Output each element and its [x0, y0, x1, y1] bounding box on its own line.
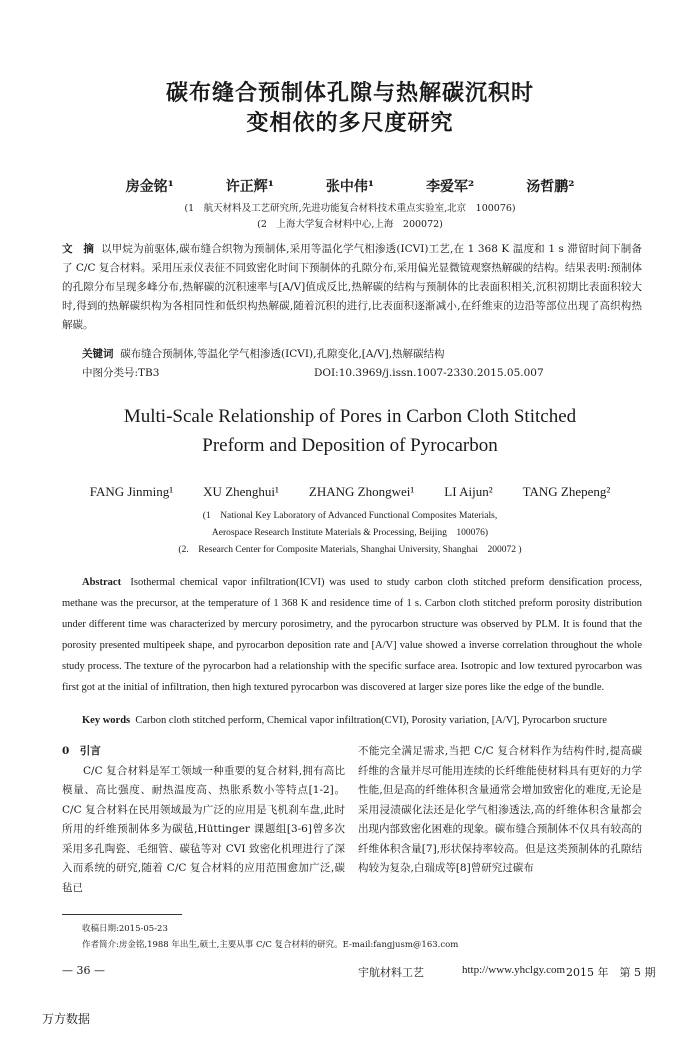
abstract-en — [62, 572, 642, 698]
title-en-line-2: Preform and Deposition of Pyrocarbon — [202, 435, 498, 456]
watermark: 万方数据 — [42, 1012, 91, 1026]
journal-url: http://www.yhclgy.com — [462, 964, 566, 976]
abstract-cn — [62, 240, 642, 335]
author-en: LI Aijun² — [444, 484, 493, 499]
abstract-en-text: Isothermal chemical vapor infiltration(ICVI) was used to study carbon cloth stitched preform densification process, methane was the precursor, at the temperature of 1 368 K and residence time of 1 s. Carbon cloth stitched preform porosity distribution under different time was characterized by mercury porosimetry, and the pyrocarbon structure was observed by PLM. It is found that the porosity presented multipeek shape, and pyrocarbon deposition rate and [A/V] value showed a inverse correlation throughout the whole study process. The texture of the pyrocarbon had a relationship with the specific surface area. Isotropic and low textured pyrocarbon was first got at the initial of infiltration, then high textured pyrocarbon was discovered at larger size pores like the edge of the bundle. — [62, 577, 642, 693]
keywords-en-label: Key words — [82, 715, 131, 726]
footnote-received: 收稿日期:2015-05-23 — [82, 924, 168, 934]
keywords-cn-label: 关键词 — [82, 348, 114, 360]
classification-label: 中图分类号:TB3 — [82, 367, 160, 379]
affiliation-cn-2: (2 上海大学复合材料中心,上海 200072) — [257, 219, 443, 230]
author-cn: 许正辉¹ — [225, 179, 274, 195]
title-cn — [0, 78, 700, 138]
intro-heading: 0 引言 — [62, 745, 101, 757]
affiliation-en-2: Aerospace Research Institute Materials & Processing, Beijing 100076) — [211, 528, 489, 538]
affiliation-cn-1: (1 航天材料及工艺研究所,先进功能复合材料技术重点实验室,北京 100076) — [184, 203, 516, 214]
title-cn-line-1: 碳布缝合预制体孔隙与热解碳沉积时 — [165, 80, 534, 106]
affiliation-en-3: (2. Research Center for Composite Materials, Shanghai University, Shanghai 200072 ) — [178, 545, 522, 555]
author-en: XU Zhenghui¹ — [203, 484, 279, 499]
author-cn: 汤哲鹏² — [526, 179, 575, 195]
title-en-line-1: Multi-Scale Relationship of Pores in Carbon Cloth Stitched — [123, 406, 577, 427]
author-en: ZHANG Zhongwei¹ — [308, 484, 415, 499]
affiliation-en-1: (1 National Key Laboratory of Advanced Functional Composites Materials, — [202, 511, 498, 521]
classification-line — [82, 364, 642, 383]
intro-left-text: C/C 复合材料是军工领域一种重要的复合材料,拥有高比模量、高比强度、耐热温度高、热胀系数小等特点[1-2]。C/C 复合材料在民用领域最为广泛的应用是飞机刹车盘,此时所用的纤维预制体多为碳毡,Hüttinger 课题组[3-6]曾多次采用多孔陶瓷、毛细管、碳毡等对 CVI 致密化机理进行了深入而系统的研究,随着 C/C 复合材料的应用范围愈加广泛,碳毡已 — [62, 764, 345, 894]
intro-right-text: 不能完全满足需求,当把 C/C 复合材料作为结构件时,提高碳纤维的含量并尽可能用连续的长纤维能使材料具有更好的力学性能,但是高的纤维体积含量通常会增加致密化的难度,无论是采用浸渍碳化法还是化学气相渗透法,高的纤维体积含量都会出现内部致密化困难的现象。碳布缝合预制体不仅具有较高的纤维体积含量[7],形状保持率较高。但是这类预制体的孔隙结构较为复杂,白瑞成等[8]曾研究过碳布 — [358, 745, 642, 874]
footnote-rule — [62, 914, 182, 915]
authors-cn — [0, 176, 700, 196]
abstract-cn-text: 以甲烷为前驱体,碳布缝合织物为预制体,采用等温化学气相渗透(ICVI)工艺,在 1 368 K 温度和 1 s 滞留时间下制备了 C/C 复合材料。采用压汞仪表征不同致密化时间下预制体的孔隙分布,采用偏光显微镜观察热解碳的结构。结果表明:预制体的孔隙分布呈现多峰分布,热解碳的沉积速率与[A/V]值成反比,热解碳的结构与预制体的比表面积相关,沉积初期比表面积较大时,得到的热解碳织构为各相同性和低织构热解碳,随着沉积的进行,比表面积逐渐减小,在纤维束的边沿等部位出现了高织构热解碳。 — [62, 243, 642, 331]
intro-right-column — [358, 742, 642, 879]
keywords-en — [82, 710, 642, 731]
intro-left-column — [62, 742, 345, 898]
journal-issue: 2015 年 第 5 期 — [566, 966, 656, 979]
keywords-cn — [82, 345, 642, 364]
journal-name: 宇航材料工艺 — [358, 966, 424, 979]
page-number: — 36 — — [62, 964, 105, 977]
keywords-en-text: Carbon cloth stitched perform, Chemical vapor infiltration(CVI), Porosity variation, [A/V], Pyrocarbon sructure — [135, 715, 607, 726]
keywords-cn-text: 碳布缝合预制体,等温化学气相渗透(ICVI),孔隙变化,[A/V],热解碳结构 — [120, 348, 445, 360]
author-cn: 房金铭¹ — [125, 179, 174, 195]
abstract-en-label: Abstract — [82, 577, 122, 588]
footnote-author-bio: 作者简介:房金铭,1988 年出生,硕士,主要从事 C/C 复合材料的研究。E-mail:fangjusm@163.com — [82, 940, 459, 950]
author-cn: 李爱军² — [426, 179, 475, 195]
authors-en — [0, 484, 700, 500]
abstract-cn-label: 文 摘 — [62, 243, 95, 255]
title-cn-line-2: 变相依的多尺度研究 — [246, 110, 454, 136]
title-en — [0, 402, 700, 460]
author-en: FANG Jinming¹ — [89, 484, 174, 499]
author-cn: 张中伟¹ — [325, 179, 375, 195]
author-en: TANG Zhepeng² — [522, 484, 611, 499]
doi: DOI:10.3969/j.issn.1007-2330.2015.05.007 — [314, 367, 544, 379]
